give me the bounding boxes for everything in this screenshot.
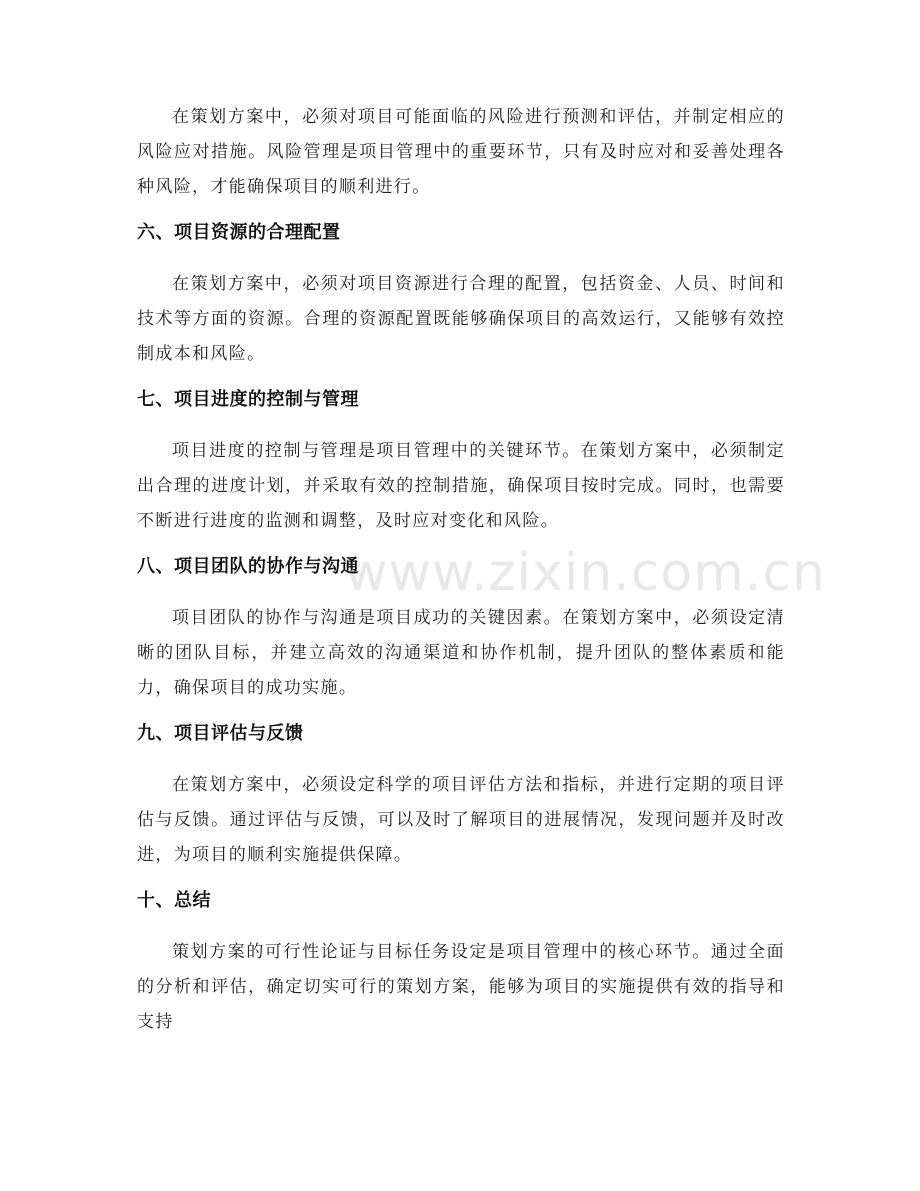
paragraph-risk-management: 在策划方案中，必须对项目可能面临的风险进行预测和评估，并制定相应的风险应对措施。风险管理是项目管理中的重要环节，只有及时应对和妥善处理各种风险，才能确保项目的顺利进行。 xyxy=(137,107,785,197)
heading-summary: 十、总结 xyxy=(137,890,211,911)
heading-evaluation-feedback: 九、项目评估与反馈 xyxy=(137,723,304,744)
heading-team-collaboration: 八、项目团队的协作与沟通 xyxy=(137,556,359,577)
paragraph-resource-allocation: 在策划方案中，必须对项目资源进行合理的配置，包括资金、人员、时间和技术等方面的资源。合理的资源配置既能够确保项目的高效运行，又能够有效控制成本和风险。 xyxy=(137,274,785,364)
paragraph-team-collaboration: 项目团队的协作与沟通是项目成功的关键因素。在策划方案中，必须设定清晰的团队目标，并建立高效的沟通渠道和协作机制，提升团队的整体素质和能力，确保项目的成功实施。 xyxy=(137,608,785,698)
heading-resource-allocation: 六、项目资源的合理配置 xyxy=(137,222,341,243)
paragraph-evaluation-feedback: 在策划方案中，必须设定科学的项目评估方法和指标，并进行定期的项目评估与反馈。通过评估与反馈，可以及时了解项目的进展情况，发现问题并及时改进，为项目的顺利实施提供保障。 xyxy=(137,775,785,865)
watermark: www.zixin.com.cn xyxy=(345,543,826,603)
document-body xyxy=(137,100,785,1040)
heading-schedule-control: 七、项目进度的控制与管理 xyxy=(137,389,359,410)
paragraph-schedule-control: 项目进度的控制与管理是项目管理中的关键环节。在策划方案中，必须制定出合理的进度计划，并采取有效的控制措施，确保项目按时完成。同时，也需要不断进行进度的监测和调整，及时应对变化和风险。 xyxy=(137,441,785,531)
paragraph-summary: 策划方案的可行性论证与目标任务设定是项目管理中的核心环节。通过全面的分析和评估，确定切实可行的策划方案，能够为项目的实施提供有效的指导和支持 xyxy=(137,942,785,1032)
